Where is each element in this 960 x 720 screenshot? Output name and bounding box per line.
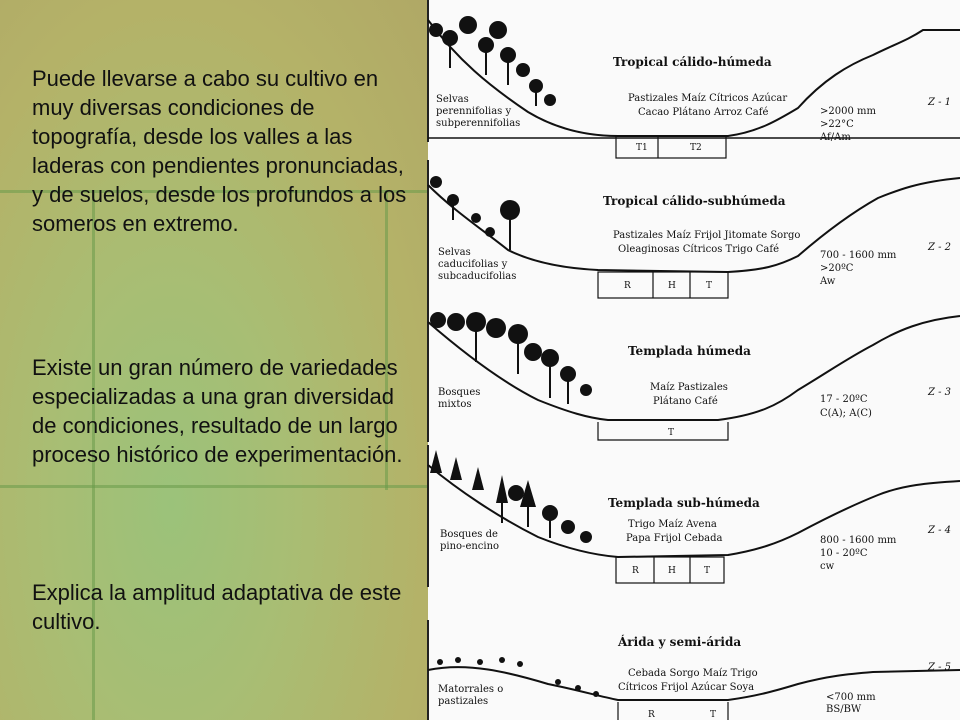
crops-line: Plátano Café — [653, 396, 718, 407]
soil-label: H — [668, 566, 676, 576]
vegetation-label: subperennifolias — [436, 118, 521, 129]
paragraph-cultivation-conditions: Puede llevarse a cabo su cultivo en muy diversas condiciones de topografía, desde los valles a las laderas con pendientes pronunciadas, y de suelos, desde los profundos a los someros en extremo. — [32, 66, 407, 236]
soil-label: T — [668, 428, 675, 438]
climate-value: C(A); A(C) — [820, 408, 872, 419]
climate-value: >2000 mm — [820, 106, 876, 117]
vegetation-label: Bosques — [438, 387, 481, 398]
crops-line: Oleaginosas Cítricos Trigo Café — [618, 244, 780, 255]
paragraph-varieties: Existe un gran número de variedades especializadas a una gran diversidad de condiciones, resultado de un largo proceso histórico de experimentación. — [32, 355, 403, 467]
zone-2 — [428, 160, 960, 302]
crops-line: Cítricos Frijol Azúcar Soya — [618, 682, 755, 693]
zone-title: Tropical cálido-húmeda — [613, 55, 772, 69]
crops-line: Cacao Plátano Arroz Café — [638, 107, 769, 118]
climate-value: Af/Am — [820, 132, 851, 143]
zone-1 — [428, 0, 960, 153]
vegetation-label: Matorrales o — [438, 684, 504, 695]
crops-line: Trigo Maíz Avena — [628, 519, 717, 530]
soil-label: T — [704, 566, 711, 576]
zone-4 — [428, 445, 960, 587]
zone-label: Z - 5 — [928, 662, 952, 673]
soil-label: R — [648, 710, 655, 720]
paragraph-question: Explica la amplitud adaptativa de este cultivo. — [32, 580, 402, 634]
climate-value: <700 mm — [826, 692, 876, 703]
zone-label: Z - 3 — [928, 387, 952, 398]
soil-label: T1 — [636, 143, 648, 153]
soil-label: H — [668, 281, 676, 291]
zone-title: Templada sub-húmeda — [608, 496, 760, 510]
climate-value: >22°C — [820, 119, 854, 130]
soil-label: T2 — [690, 143, 702, 153]
zone-3 — [428, 300, 960, 442]
climate-zones-diagram — [428, 0, 960, 720]
climate-value: 800 - 1600 mm — [820, 535, 897, 546]
climate-value: 17 - 20ºC — [820, 394, 868, 405]
zone-5 — [428, 590, 960, 720]
crops-line: Pastizales Maíz Cítricos Azúcar — [628, 93, 788, 104]
vegetation-label: mixtos — [438, 399, 472, 410]
zone-label: Z - 4 — [928, 525, 952, 536]
climate-value: >20ºC — [820, 263, 854, 274]
soil-label: T — [710, 710, 717, 720]
climate-value: BS/BW — [826, 704, 862, 715]
vegetation-label: pino-encino — [440, 541, 500, 552]
crops-line: Cebada Sorgo Maíz Trigo — [628, 668, 758, 679]
text-panel — [0, 0, 428, 720]
climate-value: 10 - 20ºC — [820, 548, 868, 559]
vegetation-label: subcaducifolias — [438, 271, 517, 282]
tree-cluster — [430, 176, 520, 250]
soil-label: T — [706, 281, 713, 291]
crops-line: Papa Frijol Cebada — [626, 533, 723, 544]
zone-label: Z - 1 — [928, 97, 952, 108]
vegetation-label: caducifolias y — [438, 259, 508, 270]
climate-value: 700 - 1600 mm — [820, 250, 897, 261]
vegetation-label: perennifolias y — [436, 106, 512, 117]
tree-cluster — [429, 16, 556, 106]
vegetation-label: Bosques de — [440, 529, 498, 540]
soil-label: R — [624, 281, 631, 291]
zone-label: Z - 2 — [928, 242, 952, 253]
vegetation-label: pastizales — [438, 696, 489, 707]
crops-line: Pastizales Maíz Frijol Jitomate Sorgo — [613, 230, 801, 241]
zone-title: Tropical cálido-subhúmeda — [603, 194, 786, 208]
decorative-line — [0, 485, 428, 488]
crops-line: Maíz Pastizales — [650, 382, 728, 393]
vegetation-label: Selvas — [438, 247, 471, 258]
climate-value: Aw — [820, 276, 836, 287]
zone-title: Árida y semi-árida — [618, 635, 742, 649]
soil-label: R — [632, 566, 639, 576]
zone-title: Templada húmeda — [628, 344, 751, 358]
climate-value: cw — [820, 561, 835, 572]
vegetation-label: Selvas — [436, 94, 469, 105]
